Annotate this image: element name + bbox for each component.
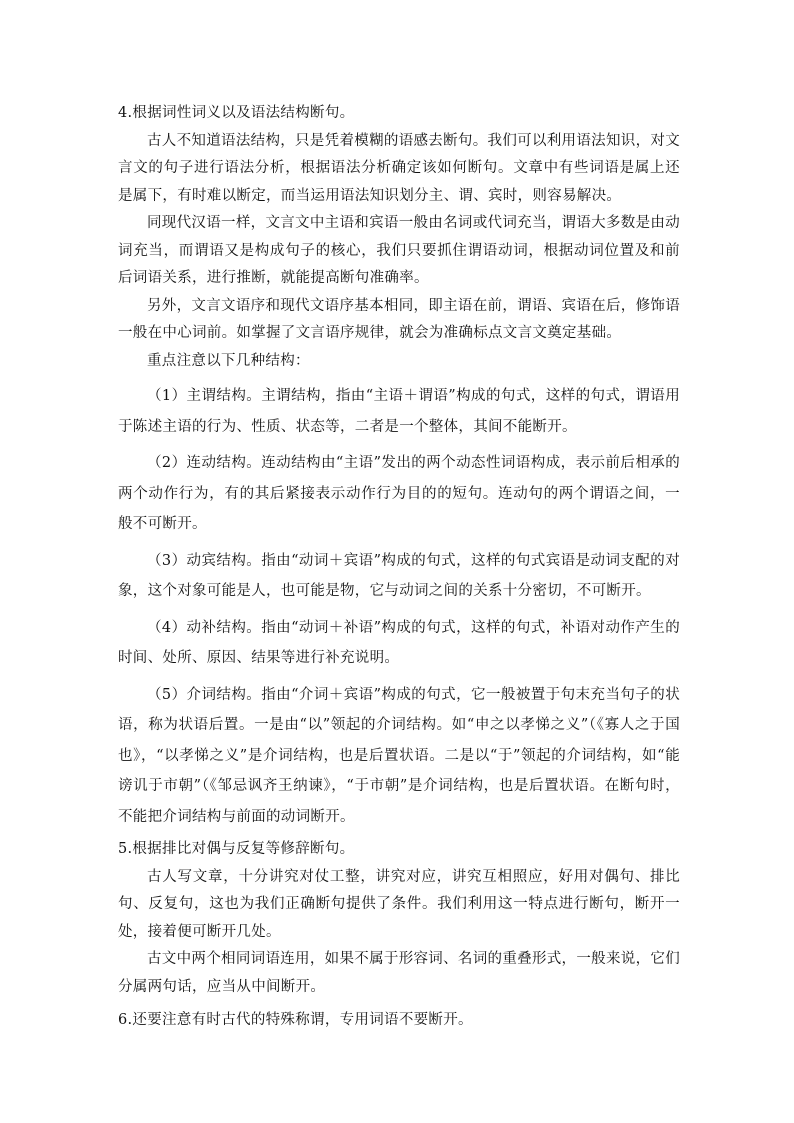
paragraph: 古人不知道语法结构，只是凭着模糊的语感去断句。我们可以利用语法知识，对文言文的句子进行语法分析，根据语法分析确定该如何断句。文章中有些词语是属上还是属下，有时难以断定，而当运用语法知识划分主、谓、宾时，则容易解决。: [118, 132, 680, 204]
paragraph: 古文中两个相同词语连用，如果不属于形容词、名词的重叠形式，一般来说，它们分属两句话，应当从中间断开。: [118, 951, 680, 995]
paragraph: 重点注意以下几种结构：: [147, 352, 310, 369]
structure-item-4: （4）动补结构。指由“动词＋补语”构成的句式，这样的句式，补语对动作产生的时间、处所、原因、结果等进行补充说明。: [118, 619, 680, 666]
section-heading-5: 5.根据排比对偶与反复等修辞断句。: [118, 841, 355, 857]
structure-item-1: （1）主谓结构。主谓结构，指由“主语＋谓语”构成的句式，这样的句式，谓语用于陈述主语的行为、性质、状态等，二者是一个整体，其间不能断开。: [118, 388, 680, 435]
paragraph: 另外，文言文语序和现代文语序基本相同，即主语在前，谓语、宾语在后，修饰语一般在中心词前。如掌握了文言语序规律，就会为准确标点文言文奠定基础。: [118, 297, 680, 341]
paragraph: 同现代汉语一样，文言文中主语和宾语一般由名词或代词充当，谓语大多数是由动词充当，而谓语又是构成句子的核心，我们只要抓住谓语动词，根据动词位置及和前后词语关系，进行推断，就能提高断句准确率。: [118, 215, 680, 286]
structure-item-3: （3）动宾结构。指由“动词＋宾语”构成的句式，这样的句式宾语是动词支配的对象，这个对象可能是人，也可能是物，它与动词之间的关系十分密切，不可断开。: [118, 552, 680, 599]
section-heading-6: 6.还要注意有时古代的特殊称谓，专用词语不要断开。: [118, 1012, 473, 1028]
document-page: [118, 100, 680, 1035]
section-heading-4: 4.根据词性词义以及语法结构断句。: [118, 105, 355, 121]
structure-item-2: （2）连动结构。连动结构由“主语”发出的两个动态性词语构成，表示前后相承的两个动作行为，有的其后紧接表示动作行为目的的短句。连动句的两个谓语之间，一般不可断开。: [118, 455, 680, 532]
paragraph: 古人写文章，十分讲究对仗工整，讲究对应，讲究互相照应，好用对偶句、排比句、反复句，这也为我们正确断句提供了条件。我们利用这一特点进行断句，断开一处，接着便可断开几处。: [118, 868, 680, 940]
structure-item-5: （5）介词结构。指由“介词＋宾语”构成的句式，它一般被置于句末充当句子的状语，称为状语后置。一是由“以”领起的介词结构。如“申之以孝悌之义”（《寡人之于国也》，“以孝悌之义”是介词结构，也是后置状语。二是以“于”领起的介词结构，如“能谤讥于市朝”（《邹忌讽齐王纳谏》，“于市朝”是介词结构，也是后置状语。在断句时，不能把介词结构与前面的动词断开。: [118, 686, 680, 825]
